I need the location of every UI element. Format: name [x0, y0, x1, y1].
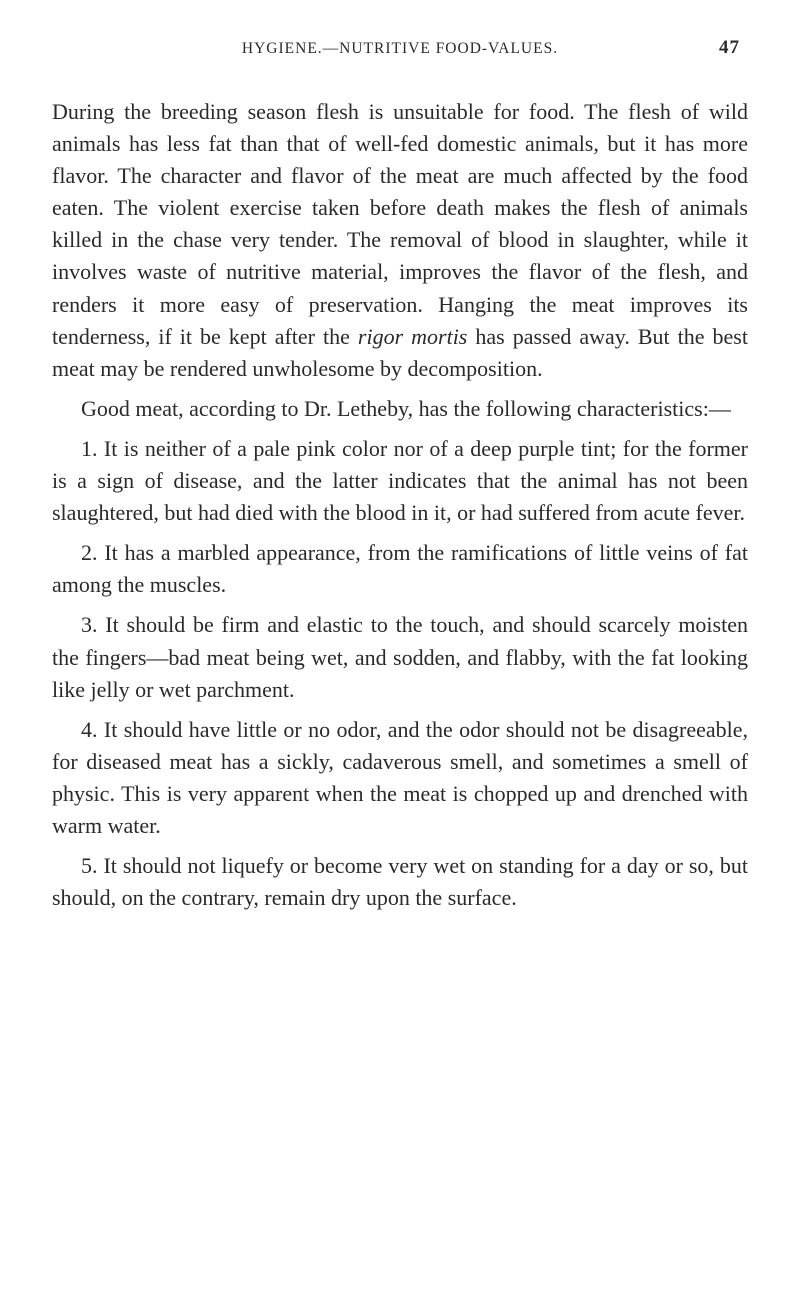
paragraph-text: has passed away. But the best meat may be rendered unwholesome by decomposition. [52, 323, 748, 381]
list-item-1: 1. It is neither of a pale pink color nor of a deep purple tint; for the former is a sign of disease, and the latter indicates that the animal has not been slaughtered, but had died with the blood in it, or had suffered from acute fever. [52, 435, 748, 526]
list-item-5: 5. It should not liquefy or become very wet on standing for a day or so, but should, on the contrary, remain dry upon the surface. [52, 853, 748, 911]
list-item-3: 3. It should be firm and elastic to the touch, and should scarcely moisten the fingers—bad meat being wet, and sodden, and flabby, with the fat looking like jelly or wet parchment. [52, 612, 748, 702]
italic-term: rigor mortis [357, 323, 468, 349]
paragraph-good-meat-intro: Good meat, according to Dr. Letheby, has the following characteristics:— [81, 395, 731, 421]
list-item-4: 4. It should have little or no odor, and the odor should not be disagreeable, for diseased meat has a sickly, cadaverous smell, and sometimes a smell of physic. This is very apparent when the meat is chopped up and drenched with warm water. [52, 716, 748, 838]
page-number: 47 [719, 37, 740, 58]
paragraph-text: During the breeding season flesh is unsuitable for food. The flesh of wild animals has less fat than that of well-fed domestic animals, but it has more flavor. The character and flavor of the meat are much affected by the food eaten. The violent exercise taken before death makes the flesh of animals killed in the chase very tender. The removal of blood in slaughter, while it involves waste of nutritive material, improves the flavor of the flesh, and renders it more easy of preservation. Hanging the meat improves its tenderness, if it be kept after the [52, 99, 748, 349]
running-title: HYGIENE.—NUTRITIVE FOOD-VALUES. [241, 40, 559, 57]
paragraph-breeding-season [52, 96, 748, 385]
page-body [52, 96, 748, 922]
list-item-2: 2. It has a marbled appearance, from the ramifications of little veins of fat among the muscles. [52, 540, 748, 598]
